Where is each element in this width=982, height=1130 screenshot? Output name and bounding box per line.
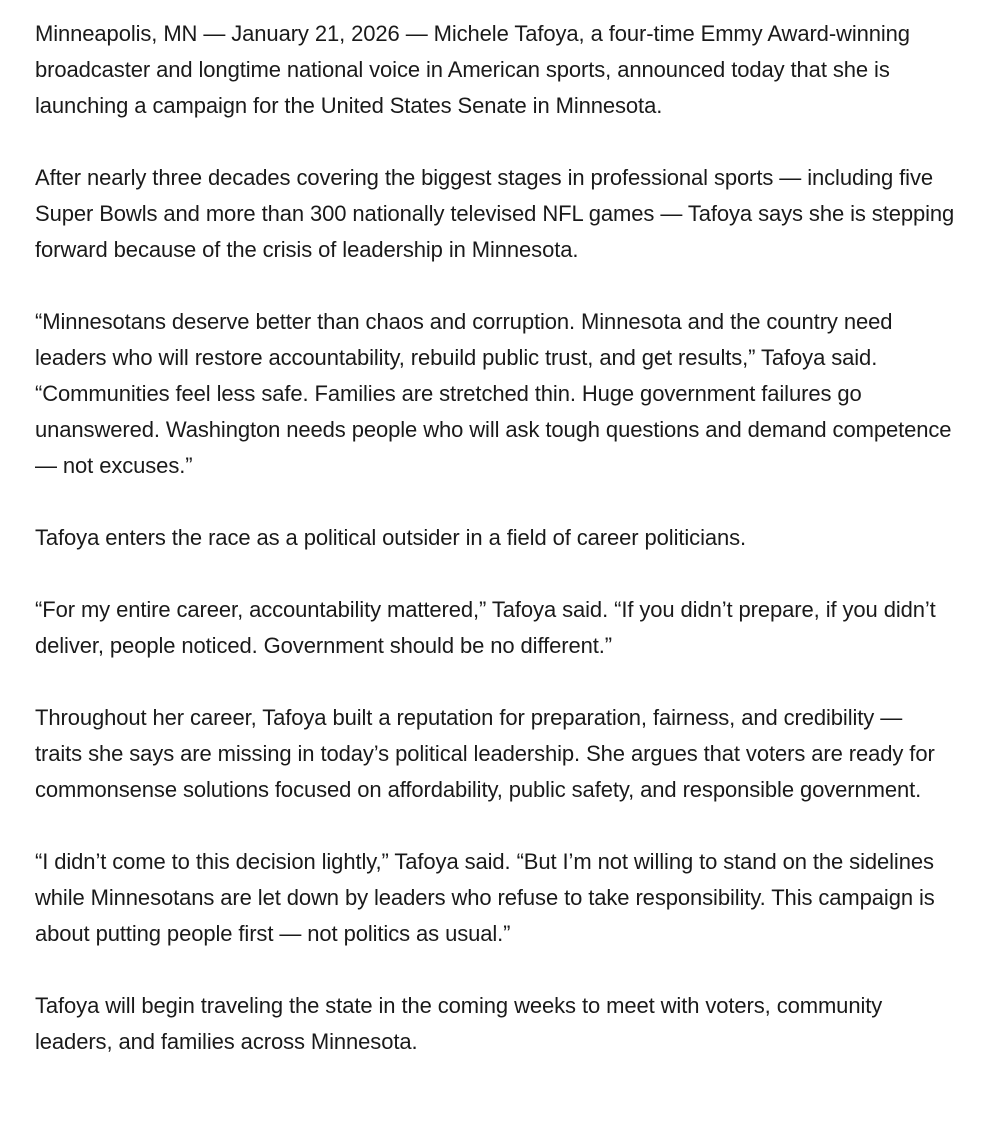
paragraph-dateline: Minneapolis, MN — January 21, 2026 — Michele Tafoya, a four-time Emmy Award-winning broadcaster and longtime national voice in American sports, announced today that she is launching a campaign for the United States Senate in Minnesota.: [35, 21, 910, 118]
paragraph-travel: Tafoya will begin traveling the state in the coming weeks to meet with voters, community leaders, and families across Minnesota.: [35, 993, 883, 1054]
paragraph-outsider: Tafoya enters the race as a political outsider in a field of career politicians.: [35, 525, 747, 550]
paragraph-quote-decision: “I didn’t come to this decision lightly,” Tafoya said. “But I’m not willing to stand on the sidelines while Minnesotans are let down by leaders who refuse to take responsibility. This campaign is about putting people first — not politics as usual.”: [35, 849, 935, 946]
paragraph-quote-accountability: “For my entire career, accountability mattered,” Tafoya said. “If you didn’t prepare, if you didn’t deliver, people noticed. Government should be no different.”: [35, 597, 936, 658]
press-release-body: [35, 16, 955, 1060]
paragraph-quote-leadership: “Minnesotans deserve better than chaos and corruption. Minnesota and the country need leaders who will restore accountability, rebuild public trust, and get results,” Tafoya said. “Communities feel less safe. Families are stretched thin. Huge government failures go unanswered. Washington needs people who will ask tough questions and demand competence — not excuses.”: [35, 309, 952, 478]
paragraph-reputation: Throughout her career, Tafoya built a reputation for preparation, fairness, and credibility — traits she says are missing in today’s political leadership. She argues that voters are ready for commonsense solutions focused on affordability, public safety, and responsible government.: [35, 705, 935, 802]
paragraph-background: After nearly three decades covering the biggest stages in professional sports — including five Super Bowls and more than 300 nationally televised NFL games — Tafoya says she is stepping forward because of the crisis of leadership in Minnesota.: [35, 165, 955, 262]
